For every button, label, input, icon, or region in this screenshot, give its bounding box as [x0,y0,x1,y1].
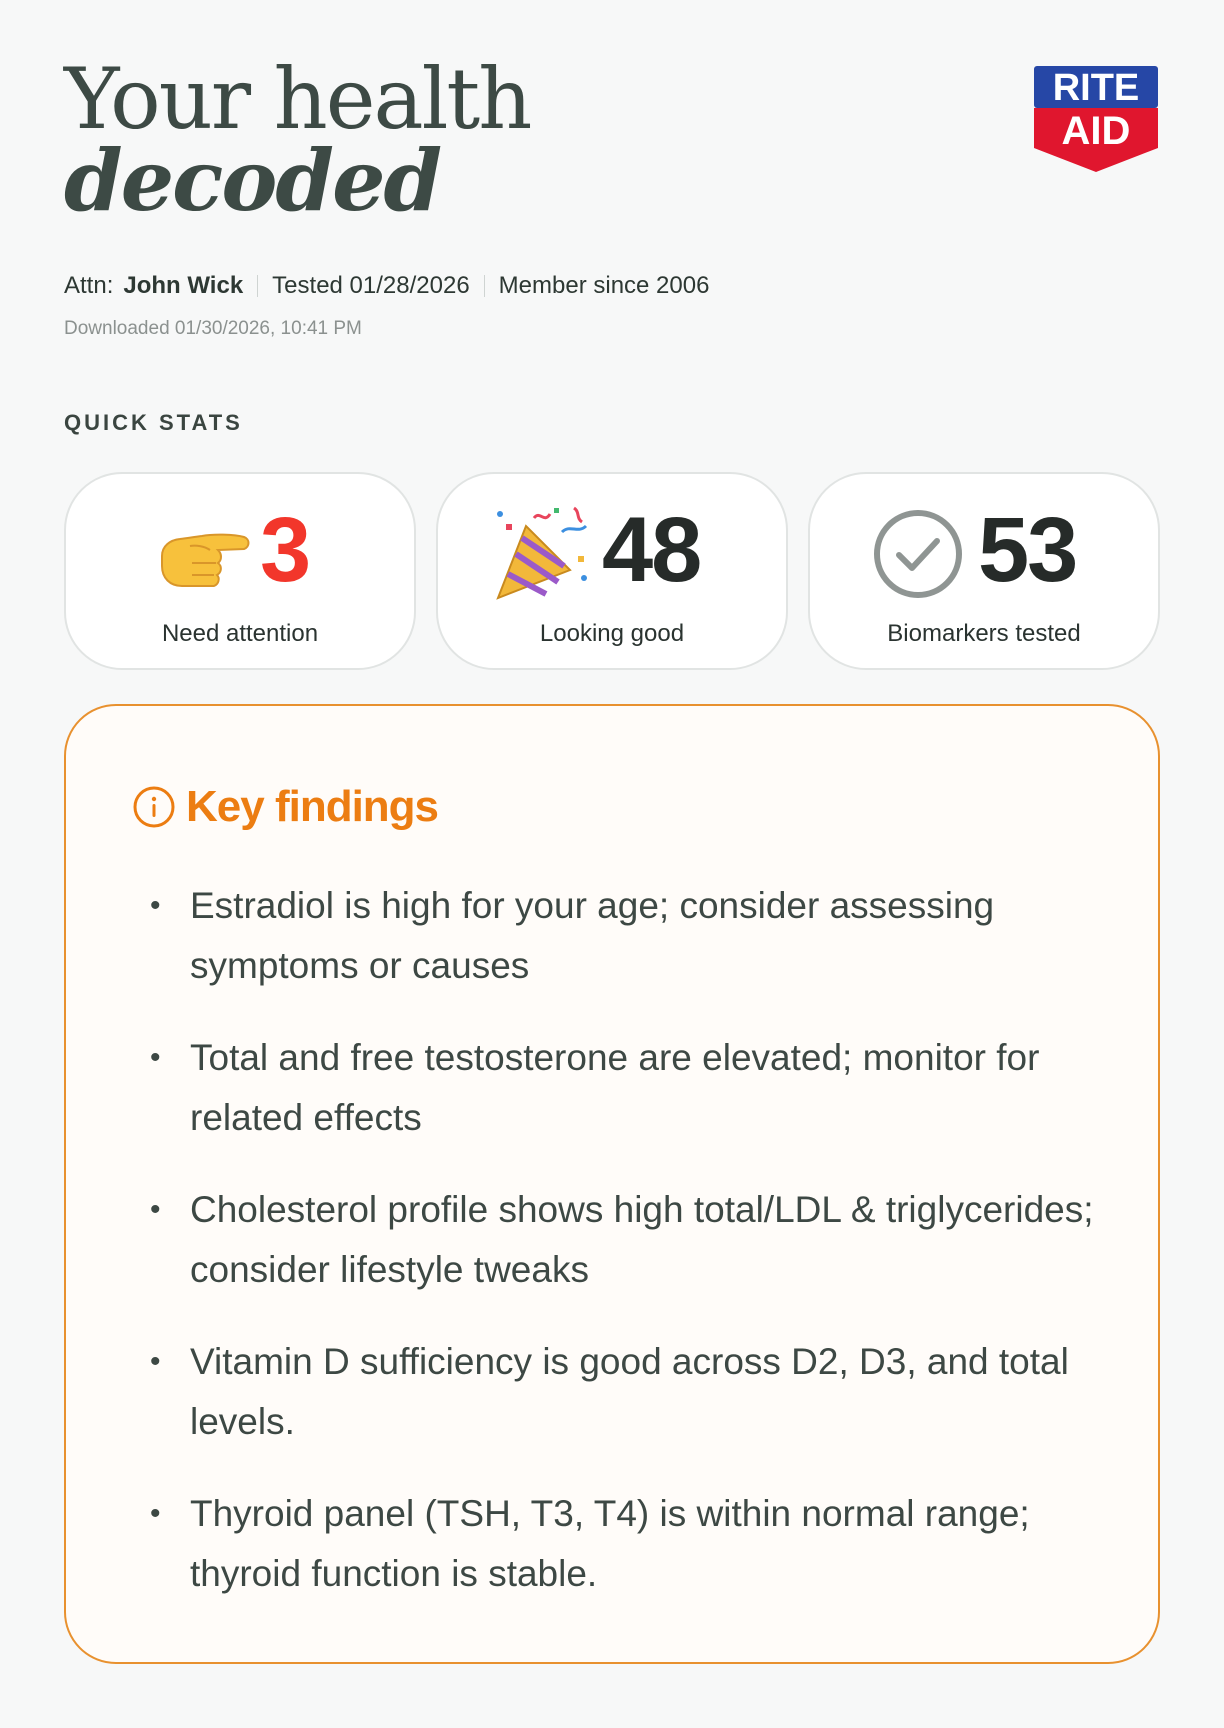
tested-date: Tested 01/28/2026 [272,272,470,299]
stat-card-need-attention [64,472,416,670]
stat-value: 53 [978,499,1077,601]
rite-aid-logo [1034,66,1158,174]
member-since: Member since 2006 [498,272,710,299]
stat-value: 3 [260,499,310,601]
stat-card-biomarkers-tested [808,472,1160,670]
stat-label: Looking good [539,620,685,647]
title-line-2: decoded [64,131,441,230]
stat-label: Need attention [161,620,319,647]
quick-stats-heading: QUICK STATS [64,410,243,435]
finding-item: • Cholesterol profile shows high total/LDL & triglycerides; consider lifestyle tweaks [150,1189,1094,1290]
finding-text: Estradiol is high for your age; consider assessing symptoms or causes [190,885,995,986]
logo-text-bottom: AID [1061,109,1131,153]
finding-text: Cholesterol profile shows high total/LDL & triglycerides; consider lifestyle tweaks [190,1189,1094,1290]
attn-label: Attn: [64,272,114,299]
title-line-1: Your health [64,50,531,148]
info-circle-icon [132,785,176,829]
party-popper-icon [492,504,592,604]
finding-text: Vitamin D sufficiency is good across D2, D3, and total levels. [190,1341,1069,1442]
downloaded-timestamp: Downloaded 01/30/2026, 10:41 PM [64,318,362,339]
attn-name: John Wick [123,272,244,299]
meta-divider [484,275,485,297]
stat-label: Biomarkers tested [887,620,1081,647]
key-findings-card [64,704,1160,1664]
finding-item: • Thyroid panel (TSH, T3, T4) is within normal range; thyroid function is stable. [150,1493,1030,1594]
finding-text: Thyroid panel (TSH, T3, T4) is within normal range; thyroid function is stable. [190,1493,1030,1594]
finding-item: • Total and free testosterone are elevated; monitor for related effects [150,1037,1040,1138]
quick-stats [64,472,1160,672]
finding-item: • Estradiol is high for your age; consider assessing symptoms or causes [150,885,995,986]
finding-item: • Vitamin D sufficiency is good across D2, D3, and total levels. [150,1341,1069,1442]
logo-text-top: RITE [1052,67,1140,109]
check-circle-icon [872,508,964,600]
stat-card-looking-good [436,472,788,670]
key-findings-title: Key findings [186,782,439,831]
key-findings-list [150,876,1110,1636]
stat-value: 48 [602,499,701,601]
report-meta [64,272,709,300]
finding-text: Total and free testosterone are elevated; monitor for related effects [190,1037,1040,1138]
key-findings-header [132,782,438,832]
meta-divider [257,275,258,297]
page-title [64,50,531,230]
pointing-hand-icon [152,506,252,606]
